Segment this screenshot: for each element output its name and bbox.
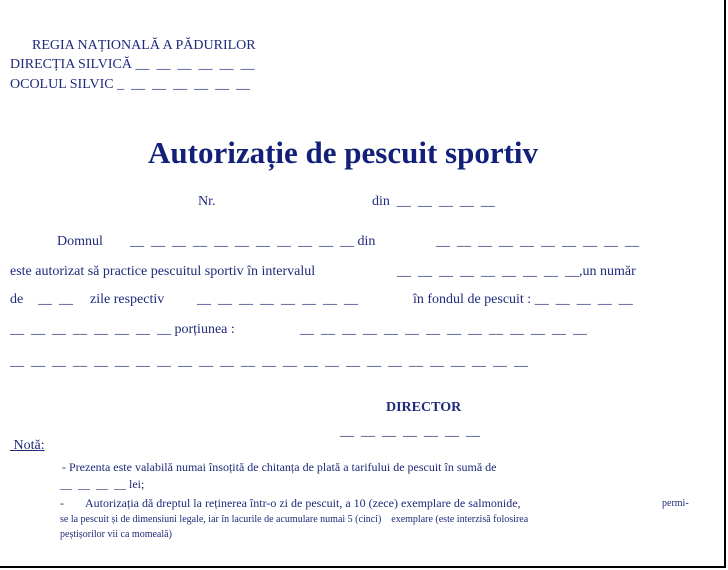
blank-line: __ __ __ __ __ __ __ __ __ __ __ __ __ __ __ __ __ __ __ __ __ __ __ __ __ xyxy=(10,354,528,369)
nr-label: Nr. xyxy=(198,194,216,209)
header-regia: REGIA NAȚIONALĂ A PĂDURILOR xyxy=(32,38,256,53)
domnul-name-blank: __ __ __ __ __ __ __ __ __ __ __ din xyxy=(130,234,376,249)
header-directia-silvica: DIRECȚIA SILVICĂ __ __ __ __ __ __ xyxy=(10,57,255,72)
note-item-2-line-2: se la pescuit și de dimensiuni legale, iar în lacurile de acumulare numai 5 (cinci) exemplare (este interzisă folosirea xyxy=(60,514,529,525)
note-item-1: - Prezenta este valabilă numai însoțită de chitanța de plată a tarifului de pescuit în sumă de xyxy=(62,460,497,474)
domnul-label: Domnul xyxy=(57,234,103,249)
autorizat-text: este autorizat să practice pescuitul sportiv în intervalul xyxy=(10,264,316,279)
note-item-2-dash: - xyxy=(60,496,64,510)
note-item-2-line-3: peștișorilor vii ca momeală) xyxy=(60,529,172,540)
zile-label: zile respectiv xyxy=(90,292,165,307)
note-item-2: Autorizația dă dreptul la reținerea într-o zi de pescuit, a 10 (zece) exemplare de salmonide, xyxy=(85,496,521,510)
fond-pescuit-text: în fondul de pescuit : __ __ __ __ __ xyxy=(413,292,633,307)
interval-blank: __ __ __ __ __ __ __ __ __,un număr xyxy=(397,264,636,279)
director-signature-blank: __ __ __ __ __ __ __ xyxy=(340,424,480,439)
days-count-blank: __ __ xyxy=(38,292,73,307)
days-blank: __ __ __ __ __ __ __ __ xyxy=(197,292,358,307)
note-label: Notă: xyxy=(10,438,45,453)
portiune-text: __ __ __ __ __ __ __ __ porțiunea : xyxy=(10,322,235,337)
domnul-origin-blank: __ __ __ __ __ __ __ __ __ __ xyxy=(436,234,639,249)
note-item-1-amount: __ __ __ __ lei; xyxy=(60,477,145,491)
note-item-2-continued: permi- xyxy=(662,498,689,509)
director-label: DIRECTOR xyxy=(386,400,462,415)
din-date-blank: din __ __ __ __ __ xyxy=(372,194,495,209)
de-label: de xyxy=(10,292,24,307)
header-ocolul-silvic: OCOLUL SILVIC _ __ __ __ __ __ __ xyxy=(10,77,251,92)
document-title: Autorizație de pescuit sportiv xyxy=(148,135,539,170)
portiune-blank: __ __ __ __ __ __ __ __ __ __ __ __ __ __ xyxy=(300,322,587,337)
